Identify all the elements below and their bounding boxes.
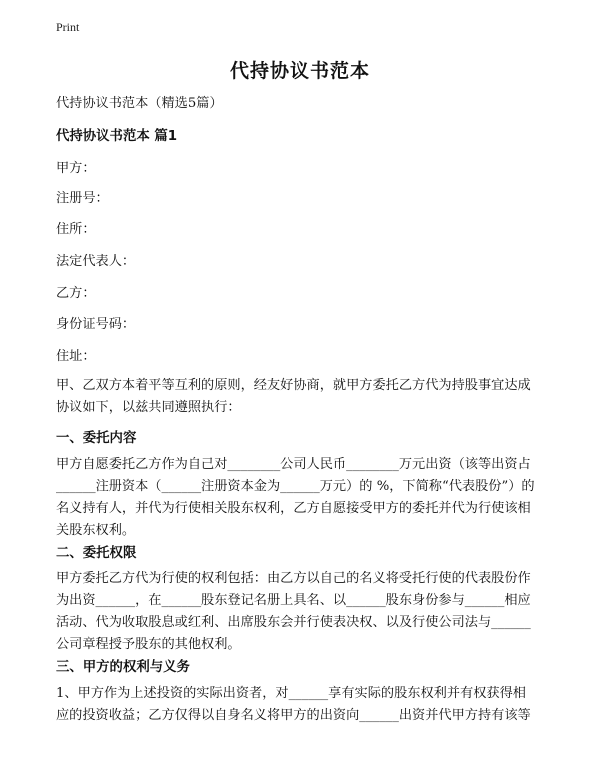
- clause-heading-1: 一、委托内容: [56, 431, 137, 446]
- field-legal-representative: 法定代表人：: [56, 254, 136, 269]
- clause-line: 公司章程授予股东的其他权利。: [56, 637, 241, 652]
- clause-body-3: [56, 683, 552, 727]
- document-subtitle: 代持协议书范本（精选5篇）: [56, 96, 223, 111]
- clause-line: 关股东权利。: [56, 523, 136, 538]
- clause-body-1: [56, 454, 552, 542]
- document-title: 代持协议书范本: [229, 60, 370, 82]
- clause-line: 1、甲方作为上述投资的实际出资者，对______享有实际的股东权利并有权获得相: [56, 686, 526, 701]
- clause-heading-2: 二、委托权限: [56, 546, 137, 561]
- clause-line: 甲方委托乙方代为行使的权利包括：由乙方以自己的名义将受托行使的代表股份作: [56, 571, 531, 586]
- clause-line: 应的投资收益；乙方仅得以自身名义将甲方的出资向______出资并代甲方持有该等: [56, 708, 531, 723]
- clause-body-2: [56, 568, 552, 656]
- field-party-a: 甲方：: [56, 161, 96, 176]
- clause-line: 活动、代为收取股息或红利、出席股东会并行使表决权、以及行使公司法与______: [56, 615, 531, 630]
- clause-line: ______注册资本（______注册资本金为______万元）的 %，下简称“代表股份”）的: [56, 479, 535, 494]
- clause-heading-3: 三、甲方的权利与义务: [56, 660, 190, 675]
- intro-line: 甲、乙双方本着平等互利的原则，经友好协商，就甲方委托乙方代为持股事宜达成: [56, 378, 531, 393]
- clause-line: 为出资______，在______股东登记名册上具名、以______股东身份参与______相应: [56, 593, 531, 608]
- field-registration-number: 注册号：: [56, 191, 109, 206]
- field-id-number: 身份证号码：: [56, 317, 136, 332]
- clause-line: 名义持有人，并代为行使相关股东权利，乙方自愿接受甲方的委托并代为行使该相: [56, 501, 531, 516]
- clause-line: 甲方自愿委托乙方作为自己对________公司人民币________万元出资（该等出资占: [56, 457, 531, 472]
- intro-paragraph: [56, 375, 552, 419]
- intro-line: 协议如下，以兹共同遵照执行：: [56, 400, 241, 415]
- field-party-b: 乙方：: [56, 286, 96, 301]
- print-label[interactable]: Print: [56, 20, 80, 34]
- section-title: 代持协议书范本 篇1: [56, 129, 178, 144]
- field-address: 住址：: [56, 349, 96, 364]
- field-domicile: 住所：: [56, 222, 96, 237]
